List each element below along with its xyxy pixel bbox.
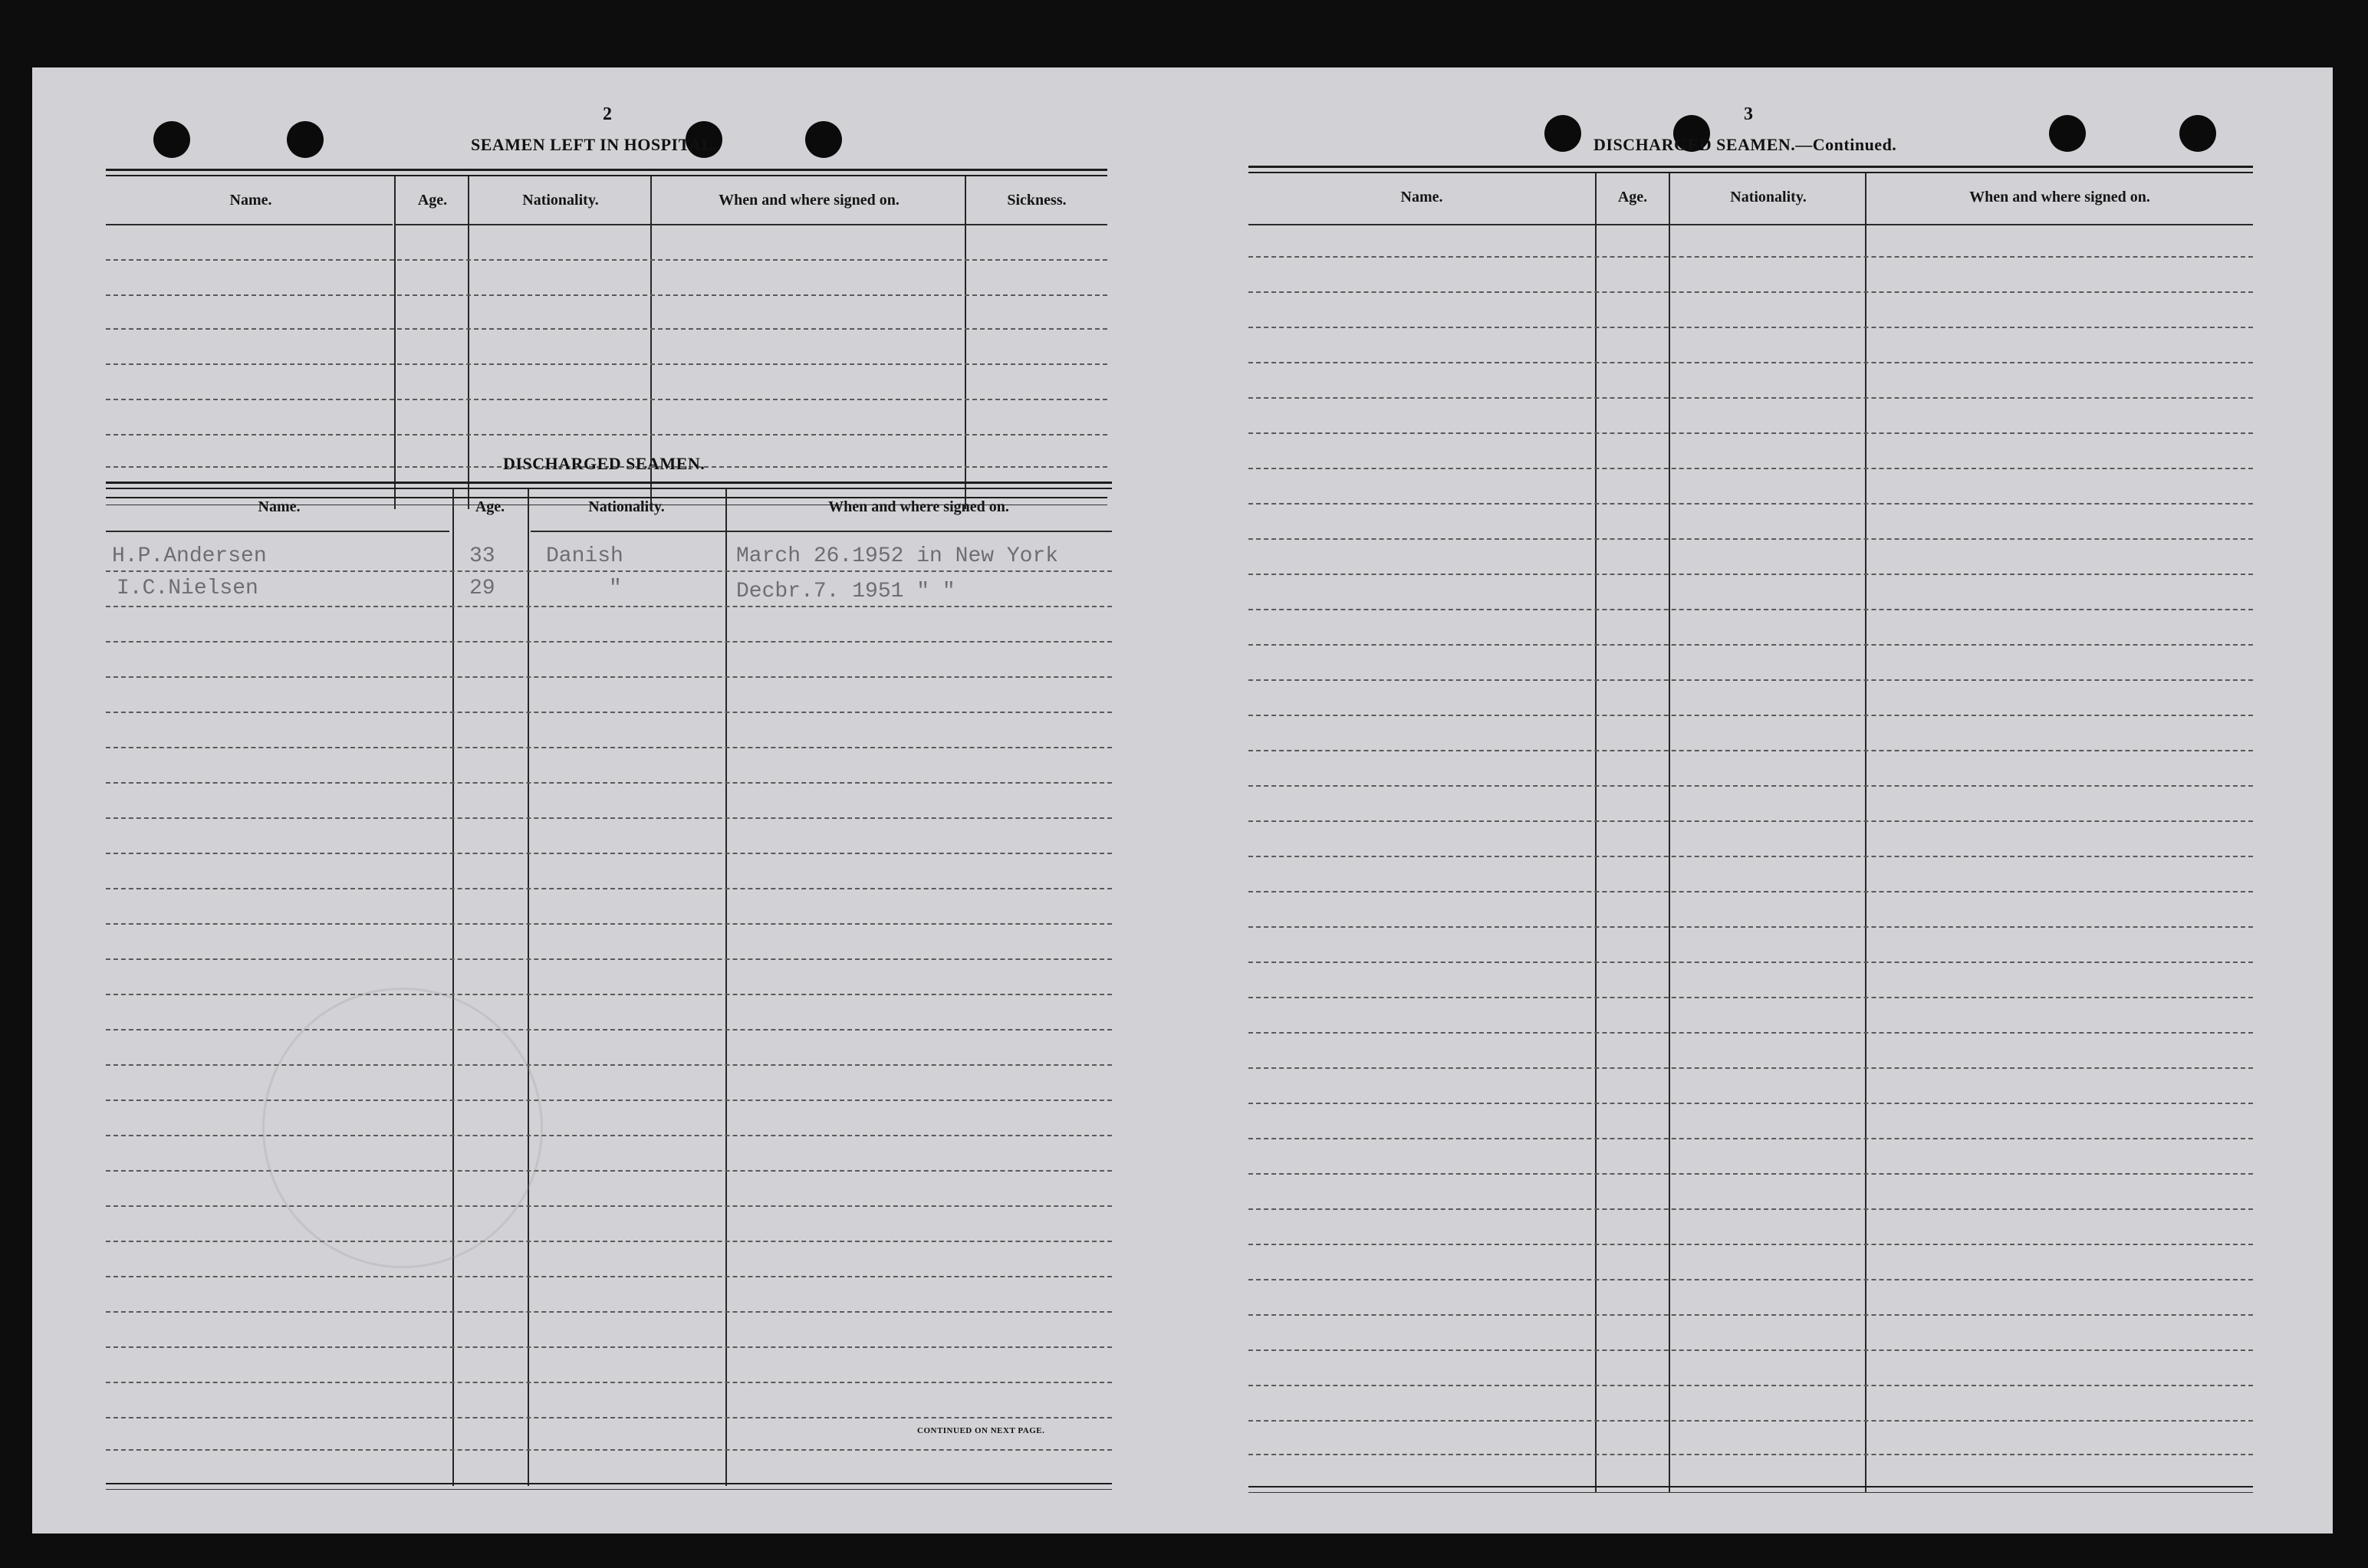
- punch-hole-icon: [153, 121, 190, 158]
- column-header: Age.: [1617, 189, 1648, 205]
- column-header: Name.: [229, 192, 272, 209]
- table-cell-name: H.P.Andersen: [112, 544, 267, 568]
- table-cell-signed-on: March 26.1952 in New York: [736, 544, 1059, 568]
- punch-hole-icon: [2179, 115, 2216, 152]
- column-header: Age.: [417, 192, 448, 209]
- column-header: When and where signed on.: [828, 498, 1009, 515]
- punch-hole-icon: [287, 121, 324, 158]
- section-title-suffix: —Continued.: [1795, 135, 1897, 154]
- discharged-continued-title: [1593, 135, 1896, 155]
- table-cell-name: I.C.Nielsen: [117, 577, 258, 600]
- faded-stamp: [262, 988, 543, 1268]
- column-header: Name.: [258, 498, 301, 515]
- discharged-table: [106, 482, 1112, 1494]
- punch-hole-icon: [2049, 115, 2086, 152]
- left-page: [32, 67, 1182, 1533]
- page-number: 3: [1744, 104, 1753, 124]
- punch-hole-icon: [1544, 115, 1581, 152]
- column-header: When and where signed on.: [1969, 189, 2150, 205]
- column-header: Nationality.: [522, 192, 599, 209]
- table-cell-nationality: Danish: [546, 544, 623, 568]
- column-header: Name.: [1400, 189, 1443, 205]
- table-cell-age: 29: [469, 577, 495, 600]
- page-number: 2: [603, 104, 612, 124]
- hospital-section-title: SEAMEN LEFT IN HOSPITAL.: [471, 135, 718, 154]
- table-cell-nationality: ": [609, 577, 622, 600]
- table-cell-signed-on: Decbr.7. 1951 " ": [736, 580, 955, 603]
- column-header: Age.: [475, 498, 505, 515]
- document-sheet: [32, 67, 2333, 1533]
- punch-hole-icon: [805, 121, 842, 158]
- discharged-section-title: DISCHARGED SEAMEN.: [503, 454, 705, 473]
- column-header: When and where signed on.: [719, 192, 900, 209]
- column-header: Nationality.: [1730, 189, 1807, 205]
- right-page: [1182, 67, 2333, 1533]
- section-title-text: DISCHARGED SEAMEN.: [1593, 135, 1796, 154]
- table-cell-age: 33: [469, 544, 495, 568]
- discharged-continued-table: [1248, 166, 2253, 1497]
- continued-footnote: CONTINUED ON NEXT PAGE.: [917, 1426, 1045, 1435]
- column-header: Nationality.: [588, 498, 665, 515]
- column-header: Sickness.: [1007, 192, 1067, 209]
